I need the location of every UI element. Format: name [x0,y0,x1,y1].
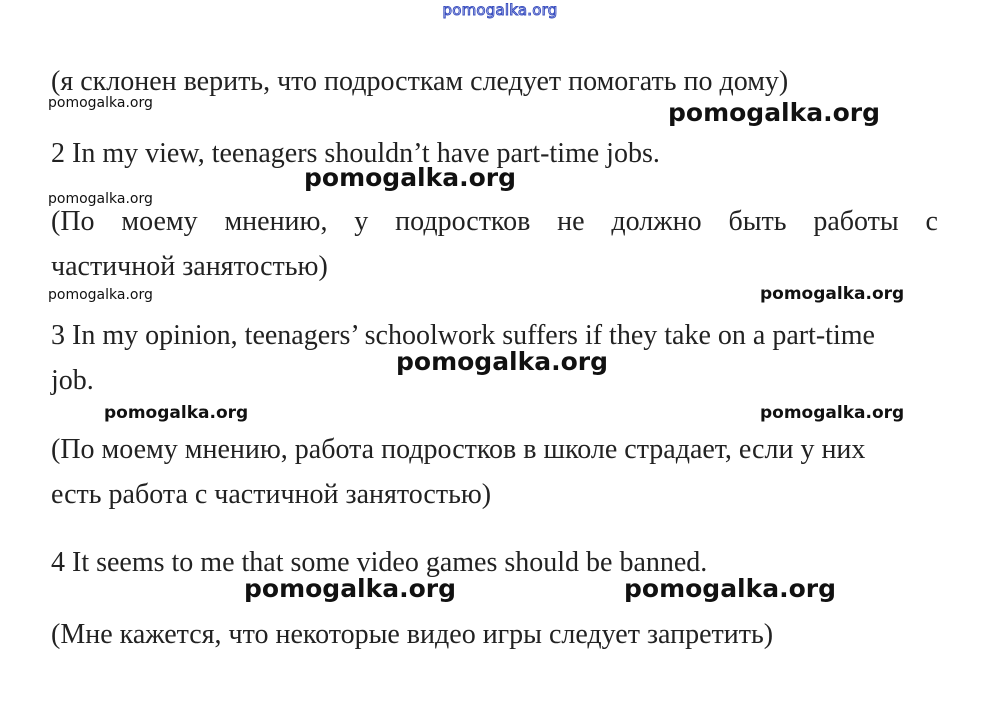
text-line-1: (я склонен верить, что подросткам следует помогать по дому) [51,66,789,97]
watermark: pomogalka.org [624,574,837,603]
header-site-mark: pomogalka.org [442,1,558,19]
text-line-10: (Мне кажется, что некоторые видео игры следует запретить) [51,619,774,650]
watermark: pomogalka.org [396,347,609,376]
watermark: pomogalka.org [48,287,153,303]
text-line-3: (По моему мнению, у подростков не должно быть работы с [51,206,938,237]
text-line-4: частичной занятостью) [51,251,328,282]
watermark: pomogalka.org [48,95,153,111]
text-line-6: job. [51,365,94,396]
watermark: pomogalka.org [304,163,517,192]
watermark: pomogalka.org [668,98,881,127]
text-line-9: 4 It seems to me that some video games should be banned. [51,547,708,578]
text-line-2: 2 In my view, teenagers shouldn’t have part-time jobs. [51,138,660,169]
watermark: pomogalka.org [760,403,905,423]
text-line-5: 3 In my opinion, teenagers’ schoolwork suffers if they take on a part-time [51,320,875,351]
watermark: pomogalka.org [760,284,905,304]
watermark: pomogalka.org [244,574,457,603]
watermark: pomogalka.org [48,191,153,207]
text-line-7: (По моему мнению, работа подростков в школе страдает, если у них [51,434,866,465]
watermark: pomogalka.org [104,403,249,423]
text-line-8: есть работа с частичной занятостью) [51,479,492,510]
